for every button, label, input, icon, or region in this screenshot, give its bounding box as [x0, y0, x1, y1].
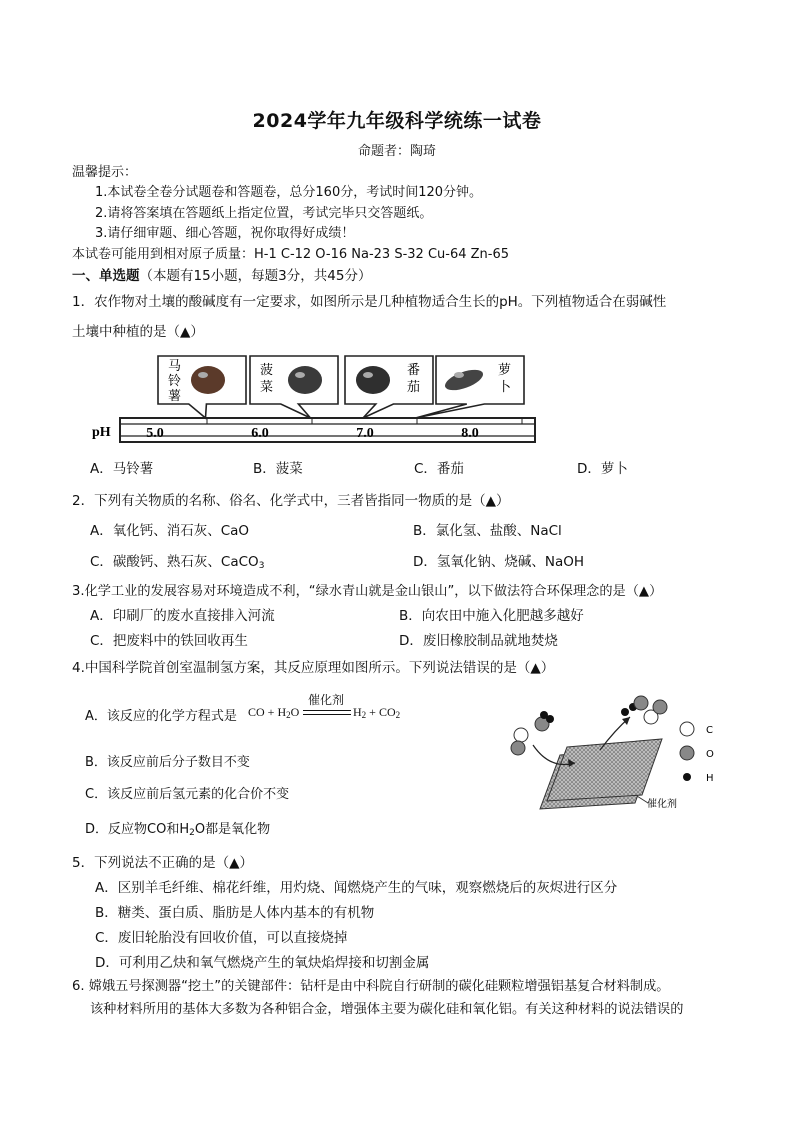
plant-name-char: 菠 — [260, 363, 274, 378]
legend-carbon-label: C — [706, 725, 713, 736]
plant-name-char: 铃 — [168, 374, 182, 389]
oxygen-atom — [634, 696, 648, 710]
ph-figure — [90, 350, 540, 450]
q2-option-c — [90, 550, 264, 571]
equation-left: CO + $H_2O$ — [248, 705, 300, 720]
q2-option-d: D．氢氧化钠、烧碱、NaOH — [413, 554, 585, 570]
plant-callout — [158, 356, 246, 418]
q1-option-a: A．马铃薯 — [90, 461, 154, 477]
plant-name-char: 菜 — [260, 380, 274, 395]
q1-stem-line2: 土壤中种植的是（▲） — [72, 324, 204, 340]
equation-catalyst: 催化剂 — [308, 693, 345, 707]
oxygen-atom — [511, 741, 525, 755]
q4-option-d: D．反应物CO和$H_2O$都是氧化物 — [85, 822, 271, 838]
q1-stem-line1: 1．农作物对土壤的酸碱度有一定要求，如图所示是几种植物适合生长的pH。下列植物适合在弱碱性 — [72, 294, 667, 310]
hydrogen-atom — [540, 711, 548, 719]
catalyst-plate-front — [547, 739, 662, 801]
legend-hydrogen-icon — [683, 773, 691, 781]
plant-name-char: 卜 — [498, 380, 512, 395]
equation-arrow — [303, 710, 351, 715]
q5-option-a: A．区别羊毛纤维、棉花纤维，用灼烧、闻燃烧产生的气味，观察燃烧后的灰烬进行区分 — [95, 880, 618, 896]
q5-option-c: C．废旧轮胎没有回收价值，可以直接烧掉 — [95, 930, 348, 946]
tip-item: 2.请将答案填在答题纸上指定位置，考试完毕只交答题纸。 — [95, 206, 433, 221]
q3-option-d: D．废旧橡胶制品就地焚烧 — [399, 633, 558, 649]
section-heading — [72, 264, 371, 284]
q3-option-c: C．把废料中的铁回收再生 — [90, 633, 248, 649]
q3-option-a: A．印刷厂的废水直接排入河流 — [90, 608, 275, 624]
atomic-mass-line: 本试卷可能用到相对原子质量：H-1 C-12 O-16 Na-23 S-32 Cu-64 Zn-65 — [72, 247, 510, 262]
q2-option-b: B．氯化氢、盐酸、NaCl — [413, 523, 562, 539]
equation-right: $H_2 + CO_2$ — [353, 705, 401, 720]
q1-option-b: B．菠菜 — [253, 461, 303, 477]
plant-name-char: 薯 — [168, 389, 182, 404]
plant-callout — [250, 356, 338, 418]
q6-line2: 该种材料所用的基体大多数为各种铝合金，增强体主要为碳化硅和氧化铝。有关这种材料的说法错误的 — [90, 1002, 684, 1017]
q2-option-c-text: C．碳酸钙、熟石灰、CaCO — [90, 554, 259, 570]
ph-axis-label: pH — [92, 425, 111, 440]
plant-name-char: 马 — [168, 359, 182, 374]
reaction-diagram — [505, 695, 730, 815]
catalyst-label: 催化剂 — [647, 799, 677, 810]
q1-option-d: D．萝卜 — [577, 461, 628, 477]
oxygen-atom — [653, 700, 667, 714]
q2-stem: 2．下列有关物质的名称、俗名、化学式中，三者皆指同一物质的是（▲） — [72, 493, 510, 509]
plant-image — [191, 366, 225, 394]
q3-option-b: B．向农田中施入化肥越多越好 — [399, 608, 584, 624]
q4-option-a — [85, 705, 237, 724]
legend-oxygen-label: O — [706, 749, 714, 760]
tips-heading: 温馨提示： — [72, 165, 138, 180]
section-title: 一、单选题 — [72, 268, 140, 284]
plant-name-char: 萝 — [498, 363, 512, 378]
q5-option-d: D．可利用乙炔和氧气燃烧产生的氧炔焰焊接和切割金属 — [95, 955, 430, 971]
q4-option-a-text: A．该反应的化学方程式是 — [85, 709, 237, 724]
q2-option-a: A．氧化钙、消石灰、CaO — [90, 523, 250, 539]
plant-name-char: 茄 — [407, 380, 421, 395]
plant-image — [288, 366, 322, 394]
ph-tick-label: 5.0 — [146, 426, 164, 441]
q5-stem: 5．下列说法不正确的是（▲） — [72, 855, 253, 871]
ph-tick-label: 6.0 — [251, 426, 269, 441]
author-line: 命题者：陶琦 — [357, 144, 436, 159]
plant-image — [356, 366, 390, 394]
legend-carbon-icon — [680, 722, 694, 736]
q2-option-c-sub: 3 — [258, 561, 265, 571]
q4-option-c: C．该反应前后氢元素的化合价不变 — [85, 787, 290, 802]
tip-item: 1.本试卷全卷分试题卷和答题卷，总分160分，考试时间120分钟。 — [95, 185, 483, 200]
ph-tick-label: 7.0 — [356, 426, 374, 441]
legend-oxygen-icon — [680, 746, 694, 760]
hydrogen-atom — [621, 708, 629, 716]
page-title: 2024学年九年级科学统练一试卷 — [252, 110, 542, 132]
section-note: （本题有15小题，每题3分，共45分） — [139, 268, 372, 284]
plant-name-char: 番 — [407, 363, 421, 378]
tip-item: 3.请仔细审题、细心答题，祝你取得好成绩！ — [95, 226, 355, 241]
ph-tick-label: 8.0 — [461, 426, 479, 441]
q3-stem: 3.化学工业的发展容易对环境造成不利，“绿水青山就是金山银山”，以下做法符合环保理念的是（▲） — [72, 584, 663, 599]
q4-stem: 4.中国科学院首创室温制氢方案，其反应原理如图所示。下列说法错误的是（▲） — [72, 660, 555, 676]
q5-option-b: B．糖类、蛋白质、脂肪是人体内基本的有机物 — [95, 905, 375, 921]
q6-line1: 6. 嫦娥五号探测器“挖土”的关键部件：钻杆是由中科院自行研制的碳化硅颗粒增强铝基复合材料制成。 — [72, 979, 670, 994]
carbon-atom — [514, 728, 528, 742]
legend-hydrogen-label: H — [706, 773, 714, 784]
plant-callout — [345, 356, 433, 418]
q1-option-c: C．番茄 — [414, 461, 464, 477]
q4-option-b: B．该反应前后分子数目不变 — [85, 755, 250, 770]
